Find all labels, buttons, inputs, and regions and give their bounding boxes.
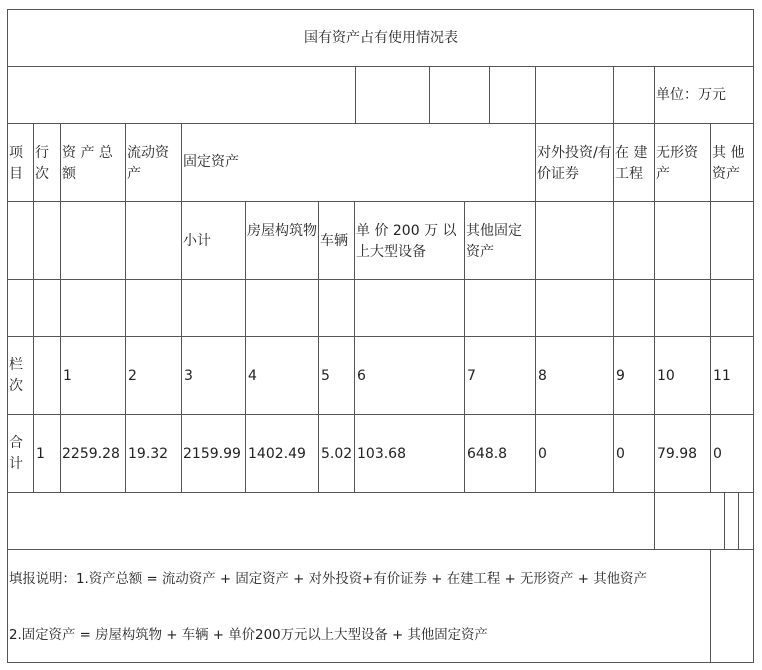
border-bottom [7, 662, 754, 663]
divider-unit [7, 123, 754, 124]
col-divider [654, 123, 655, 549]
divider-notes [7, 549, 754, 550]
col-divider [245, 201, 246, 492]
header-row: 行次 [35, 145, 49, 182]
divider-total [7, 492, 754, 493]
blank-row-divider [738, 492, 739, 549]
notes-line-1: 填报说明：1.资产总额 = 流动资产 + 固定资产 + 对外投资+有价证券 + 在建工程 + 无形资产 + 其他资产 [9, 572, 647, 587]
total-cell: 0 [616, 446, 625, 462]
divider-header [7, 201, 754, 202]
total-row-number: 1 [36, 446, 45, 462]
unit-label: 单位：万元 [656, 87, 726, 103]
header-intangible: 无形资产 [656, 145, 698, 182]
unit-row-divider [654, 66, 655, 123]
colnum-cell: 4 [248, 368, 257, 384]
notes-line-2: 2.固定资产 = 房屋构筑物 + 车辆 + 单价200万元以上大型设备 + 其他固定资产 [9, 628, 488, 643]
col-divider [464, 201, 465, 492]
divider-colnum [7, 414, 754, 415]
notes-divider [710, 549, 711, 663]
header-other-assets: 其 他资产 [712, 145, 745, 182]
colnum-cell: 10 [657, 368, 675, 384]
subheader-subtotal: 小计 [183, 233, 211, 249]
border-right [753, 9, 754, 663]
total-cell: 19.32 [128, 446, 169, 462]
col-divider [60, 123, 61, 492]
total-cell: 0 [713, 446, 722, 462]
unit-row-divider [355, 66, 356, 123]
total-cell: 1402.49 [248, 446, 306, 462]
col-divider [33, 123, 34, 492]
colnum-cell: 2 [128, 368, 137, 384]
header-construction: 在 建工程 [615, 145, 648, 182]
unit-row-divider [489, 66, 490, 123]
colnum-cell: 7 [467, 368, 476, 384]
header-fixed-assets: 固定资产 [183, 154, 239, 170]
subheader-buildings: 房屋构筑物 [247, 223, 317, 239]
colnum-cell: 6 [357, 368, 366, 384]
total-cell: 79.98 [657, 446, 698, 462]
colnum-cell: 11 [713, 368, 731, 384]
col-divider [181, 123, 182, 492]
colnum-cell: 8 [538, 368, 547, 384]
total-cell: 5.02 [321, 446, 353, 462]
border-left [7, 9, 8, 663]
header-current-assets: 流动资产 [127, 145, 169, 182]
colnum-cell: 1 [63, 368, 72, 384]
header-external-investment: 对外投资/有价证券 [537, 145, 612, 182]
colnum-label: 栏次 [9, 357, 23, 394]
col-divider [318, 201, 319, 492]
total-cell: 103.68 [357, 446, 406, 462]
total-cell: 2159.99 [183, 446, 241, 462]
subheader-large-equipment: 单 价 200 万 以上大型设备 [356, 223, 457, 260]
col-divider [710, 123, 711, 492]
col-divider [613, 123, 614, 492]
unit-row-divider [535, 66, 536, 123]
divider-title [7, 66, 754, 67]
total-cell: 0 [538, 446, 547, 462]
blank-row-divider [724, 492, 725, 549]
border-top [7, 9, 754, 10]
header-item: 项目 [9, 145, 23, 182]
col-divider [354, 201, 355, 492]
divider-subheader [7, 279, 754, 280]
total-cell: 2259.28 [62, 446, 120, 462]
colnum-cell: 9 [616, 368, 625, 384]
colnum-cell: 5 [321, 368, 330, 384]
colnum-cell: 3 [184, 368, 193, 384]
subheader-vehicles: 车辆 [320, 233, 348, 249]
col-divider [125, 123, 126, 492]
unit-row-divider [429, 66, 430, 123]
subheader-other-fixed: 其他固定资产 [466, 223, 522, 260]
total-label: 合计 [9, 435, 23, 472]
header-total-assets: 资 产 总额 [62, 145, 113, 182]
divider-empty-row [7, 336, 754, 337]
unit-row-divider [613, 66, 614, 123]
total-cell: 648.8 [467, 446, 508, 462]
table-title: 国有资产占有使用情况表 [304, 30, 458, 46]
col-divider [535, 123, 536, 492]
